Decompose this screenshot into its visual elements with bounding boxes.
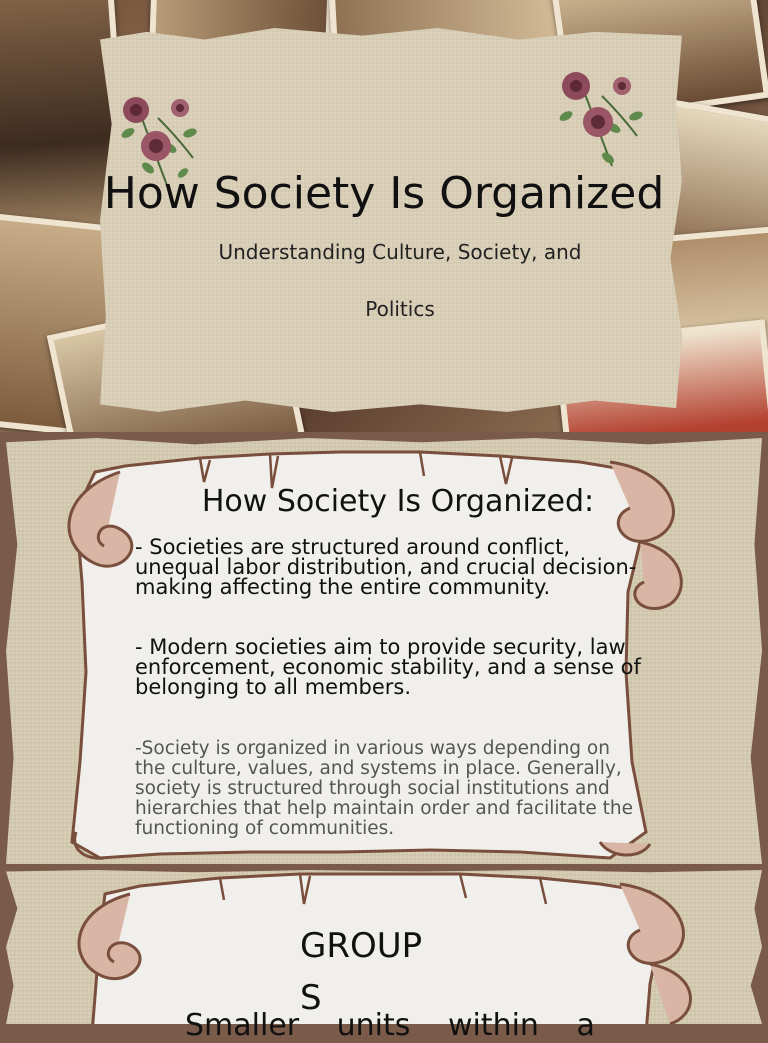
bullet-paragraph: - Modern societies aim to provide security, law enforcement, economic stability, and a sense of belonging to all members. xyxy=(135,635,641,699)
slide-title: How Society Is Organized xyxy=(103,168,665,219)
body-paragraph: -Society is organized in various ways depending on the culture, values, and systems in place. Generally, society is structured through social institutions and hierarchies that help maintain order and facilitate the functioning of communities. xyxy=(135,738,634,839)
bullet-paragraph: - Societies are structured around conflict, unequal labor distribution, and crucial decision-making affecting the entire community. xyxy=(135,535,637,599)
body-paragraph: Smaller units within a xyxy=(185,1008,595,1043)
slide-subtitle xyxy=(150,224,650,338)
slide-heading: GROUPS xyxy=(300,926,423,1018)
subtitle-line: Politics xyxy=(365,297,435,321)
subtitle-line: Understanding Culture, Society, and xyxy=(218,240,582,264)
slide-heading: How Society Is Organized: xyxy=(201,484,595,519)
rose-illustration-icon xyxy=(552,66,652,176)
title-slide xyxy=(0,0,768,432)
